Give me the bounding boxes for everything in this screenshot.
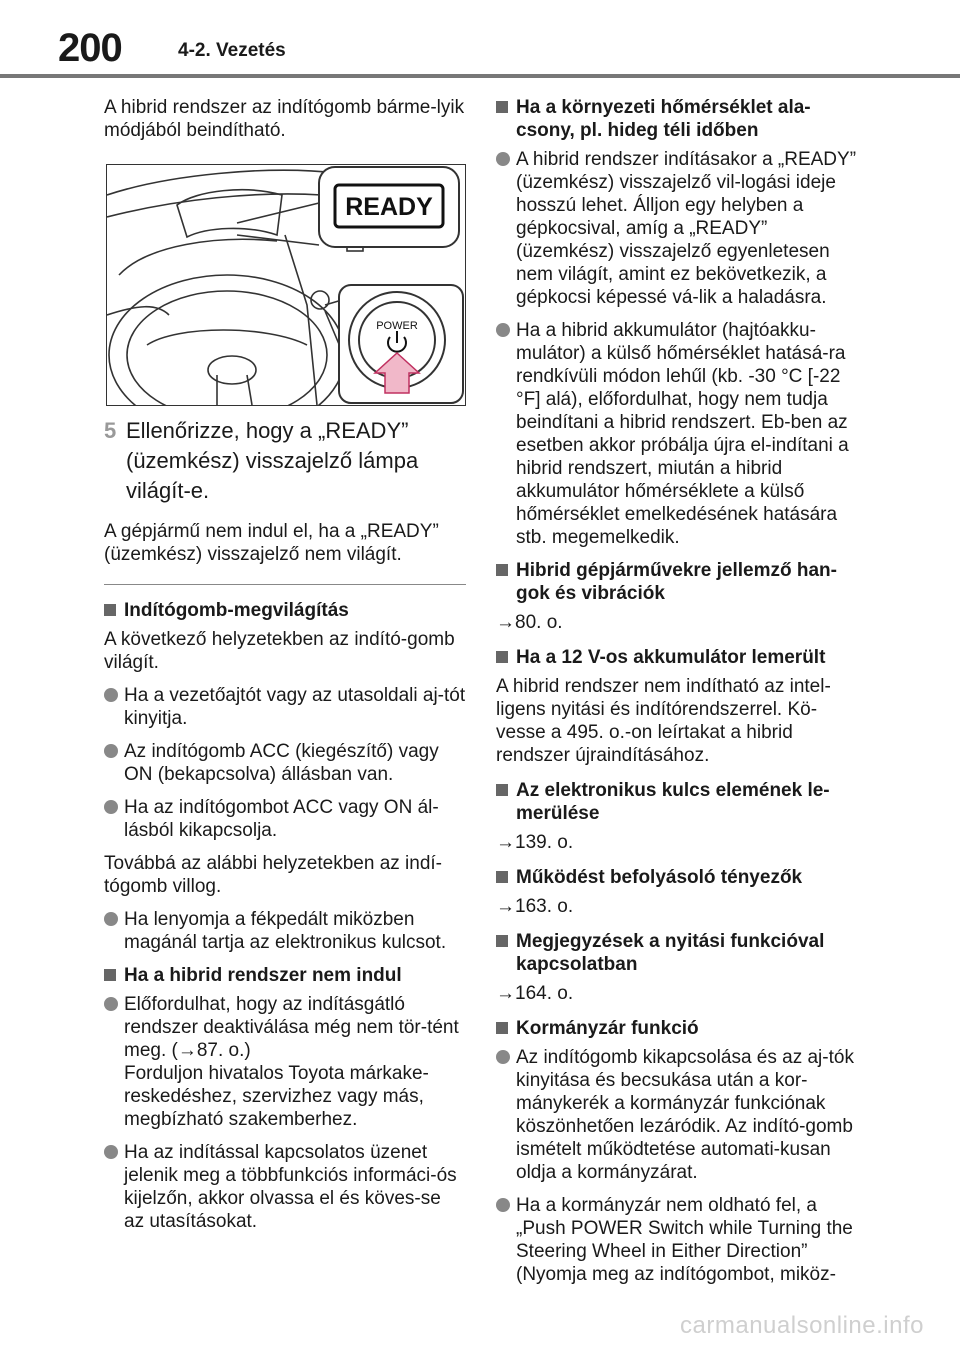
square-bullet-icon [496,101,508,113]
page-number: 200 [58,26,122,70]
square-bullet-icon [104,604,116,616]
circle-bullet-icon [104,744,118,758]
square-bullet-icon [496,784,508,796]
step-note: A gépjármű nem indul el, ha a „READY” (üzemkész) visszajelző nem világít. [104,521,439,565]
bullet-item: Ha a hibrid akkumulátor (hajtóakku-mulátor) a külső hőmérséklet hatásá-ra rendkívüli módon lehűl (kb. -30 °C [-22 °F] alá), előfordulhat, hogy nem tudja beindítani a hibrid rendszert. Eb-ben az esetben akkor próbálja újra el-indítani a hibrid rendszert, miután a hibrid akkumulátor hőmérséklete a külső hőmérséklet emelkedésének hatására stb. megemelkedik. [496,319,866,549]
heading-key-battery: Az elektronikus kulcs elemének le-merülése [496,779,866,825]
circle-bullet-icon [496,152,510,166]
bullet-item: Előfordulhat, hogy az indításgátló rendszer deaktiválása még nem tör-tént meg. (→87. o.) Forduljon hivatalos Toyota márkake-reskedéshez, szervizhez vagy más, megbízható szakemberhez. [104,993,466,1131]
right-column [496,96,866,1296]
circle-bullet-icon [104,688,118,702]
header-rule [0,74,960,78]
square-bullet-icon [496,935,508,947]
circle-bullet-icon [104,1145,118,1159]
page-header [0,0,960,80]
page-reference: →139. o. [496,832,574,853]
bullet-item: Ha az indítással kapcsolatos üzenet jelenik meg a többfunkciós informáci-ós kijelzőn, akkor olvassa el és köves-se az utasításokat. [104,1141,466,1233]
dashboard-illustration [106,164,466,406]
circle-bullet-icon [496,1198,510,1212]
circle-bullet-icon [104,800,118,814]
watermark: carmanualsonline.info [680,1312,924,1339]
square-bullet-icon [496,564,508,576]
heading-steering-lock: Kormányzár funkció [496,1017,866,1040]
power-button-label: POWER [376,320,418,332]
heading-entry-notes: Megjegyzések a nyitási funkcióval kapcsolatban [496,930,866,976]
heading-affecting-factors: Működést befolyásoló tényezők [496,866,866,889]
circle-bullet-icon [104,997,118,1011]
square-bullet-icon [496,871,508,883]
section-divider [104,584,466,585]
circle-bullet-icon [104,912,118,926]
step-text: Ellenőrizze, hogy a „READY” (üzemkész) visszajelző lámpa világít-e. [126,418,419,503]
circle-bullet-icon [496,1050,510,1064]
heading-cold-temperature: Ha a környezeti hőmérséklet ala-csony, pl. hideg téli időben [496,96,866,142]
left-column [104,96,466,1243]
square-bullet-icon [496,651,508,663]
heading-not-starting: Ha a hibrid rendszer nem indul [104,964,466,987]
section-title: 4-2. Vezetés [178,40,286,61]
step-number: 5 [104,418,117,443]
ready-indicator-label: READY [345,193,433,221]
page-reference: →80. o. [496,612,563,633]
bullet-item: Ha lenyomja a fékpedált miközben magánál tartja az elektronikus kulcsot. [104,908,466,954]
paragraph: Továbbá az alábbi helyzetekben az indí-tógomb villog. [104,853,443,897]
intro-paragraph: A hibrid rendszer az indítógomb bárme-lyik módjából beindítható. [104,97,465,141]
heading-12v-battery: Ha a 12 V-os akkumulátor lemerült [496,646,866,669]
bullet-item: Ha a kormányzár nem oldható fel, a „Push POWER Switch while Turning the Steering Wheel in Either Direction” (Nyomja meg az indítógombot, miköz- [496,1194,866,1286]
square-bullet-icon [496,1022,508,1034]
bullet-item: Ha a vezetőajtót vagy az utasoldali aj-tót kinyitja. [104,684,466,730]
bullet-item: A hibrid rendszer indításakor a „READY” (üzemkész) visszajelző vil-logási ideje hosszú lehet. Álljon egy helyben a gépkocsival, amíg a „READY” (üzemkész) visszajelző egyenletesen nem világít, amint ez bekövetkezik, a gépkocsi képessé vá-lik a haladásra. [496,148,866,309]
page-reference: →164. o. [496,983,574,1004]
heading-hybrid-sounds: Hibrid gépjárművekre jellemző han-gok és vibrációk [496,559,866,605]
bullet-item: Az indítógomb ACC (kiegészítő) vagy ON (bekapcsolva) állásban van. [104,740,466,786]
step-5 [104,416,466,506]
heading-button-illumination: Indítógomb-megvilágítás [104,599,466,622]
circle-bullet-icon [496,323,510,337]
bullet-item: Ha az indítógombot ACC vagy ON ál-lásból kikapcsolja. [104,796,466,842]
square-bullet-icon [104,969,116,981]
page-reference: →163. o. [496,896,574,917]
bullet-item: Az indítógomb kikapcsolása és az aj-tók kinyitása és becsukása után a kor-mánykerék a kormányzár funkciónak köszönhetően lezáródik. Az indító-gomb ismételt működtetése automati-kusan oldja a kormányzárat. [496,1046,866,1184]
paragraph: A hibrid rendszer nem indítható az intel-ligens nyitási és indítórendszerrel. Kö-vesse a 495. o.-on leírtakat a hibrid rendszer újraindításához. [496,676,831,766]
paragraph: A következő helyzetekben az indító-gomb világít. [104,629,455,673]
